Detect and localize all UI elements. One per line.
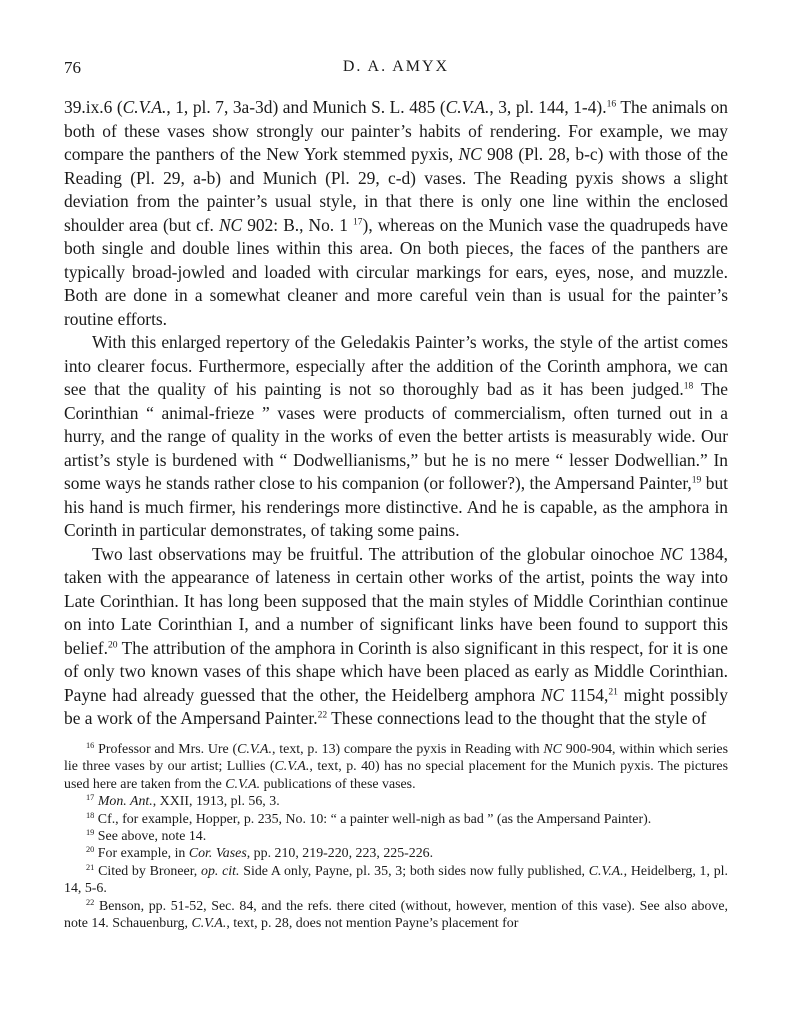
- footnotes: [64, 741, 728, 932]
- running-head: D. A. AMYX: [342, 58, 450, 75]
- paragraph-1: 39.ix.6 (C.V.A., 1, pl. 7, 3a-3d) and Munich S. L. 485 (C.V.A., 3, pl. 144, 1-4).$^{16}$ The animals on both of these vases show strongly our painter’s habits of rendering. For example, we may compare the panthers of the New York stemmed pyxis, NC 908 (Pl. 28, b-c) with those of the Reading (Pl. 29, a-b) and Munich (Pl. 29, c-d) vases. The Reading pyxis shows a slight deviation from the painter’s usual style, in that there is only one line within the enclosed shoulder area (but cf. NC 902: B., No. 1 $^{17}$), whereas on the Munich vase the quadrupeds have both single and double lines within this area. On both pieces, the faces of the panthers are typically broad-jowled and loaded with circular markings for ears, eyes, nose, and muzzle. Both are done in a somewhat cleaner and more careful vein than is usual for the painter’s routine efforts.: [64, 97, 728, 329]
- footnote-ref-17[interactable]: 17: [352, 215, 363, 227]
- page-number: 76: [64, 58, 81, 77]
- paragraph-2: With this enlarged repertory of the Geledakis Painter’s works, the style of the artist comes into clearer focus. Furthermore, especially after the addition of the Corinth amphora, we can see that the quality of his painting is not so thoroughly bad as it has been judged.$^{18}$ The Corinthian “ animal-frieze ” vases were products of commercialism, often turned out in a hurry, and the range of quality in the works of even the better artists is measurably wide. Our artist’s style is burdened with “ Dodwellianisms,” but he is no mere “ lesser Dodwellian.” In some ways he stands rather close to his companion (or follower?), the Ampersand Painter,$^{19}$ but his hand is much firmer, his renderings more distinctive. And he is capable, as the amphora in Corinth in particular demonstrates, of taking some pains.: [64, 332, 728, 540]
- footnote-ref-18[interactable]: 18: [683, 380, 694, 392]
- footnote-17: $^{17}$ Mon. Ant., XXII, 1913, pl. 56, 3.: [86, 793, 280, 810]
- footnote-ref-16[interactable]: 16: [606, 98, 617, 110]
- footnote-ref-19[interactable]: 19: [691, 474, 702, 486]
- footnote-ref-20[interactable]: 20: [107, 638, 118, 650]
- footnote-16: $^{16}$ Professor and Mrs. Ure (C.V.A., text, p. 13) compare the pyxis in Reading with NC 900-904, within which series lie three vases by our artist; Lullies (C.V.A., text, p. 40) has no special placement for the Munich pyxis. The pictures used here are taken from the C.V.A. publications of these vases.: [64, 741, 729, 792]
- footnote-22: $^{22}$ Benson, pp. 51-52, Sec. 84, and the refs. there cited (without, however, mention of this vase). See also above, note 14. Schauenburg, C.V.A., text, p. 28, does not mention Payne’s placement for: [64, 897, 728, 932]
- footnote-19: $^{19}$ See above, note 14.: [86, 828, 207, 845]
- footnote-ref-22[interactable]: 22: [317, 709, 328, 721]
- body-text: [64, 96, 728, 731]
- paragraph-3: Two last observations may be fruitful. The attribution of the globular oinochoe NC 1384, taken with the appearance of lateness in certain other works of the artist, points the way into Late Corinthian. It has long been supposed that the main styles of Middle Corinthian continue on into Late Corinthian I, and a number of significant links have been found to support this belief.$^{20}$ The attribution of the amphora in Corinth is also significant in this respect, for it is one of only two known vases of this shape which have been placed as early as Middle Corinthian. Payne had already guessed that the other, the Heidelberg amphora NC 1154,21 might possibly be a work of the Ampersand Painter.$^{22}$ These connections lead to the thought that the style of: [64, 543, 728, 728]
- footnote-20: $^{20}$ For example, in Cor. Vases, pp. 210, 219-220, 223, 225-226.: [86, 845, 434, 862]
- footnote-18: $^{18}$ Cf., for example, Hopper, p. 235, No. 10: “ a painter well-nigh as bad ” (as the Ampersand Painter).: [86, 810, 652, 827]
- footnote-21: $^{21}$ Cited by Broneer, op. cit. Side A only, Payne, pl. 35, 3; both sides now fully published, C.V.A., Heidelberg, 1, pl. 14, 5-6.: [64, 862, 729, 897]
- footnote-ref-21[interactable]: 21: [608, 685, 618, 697]
- page-header: [64, 58, 728, 82]
